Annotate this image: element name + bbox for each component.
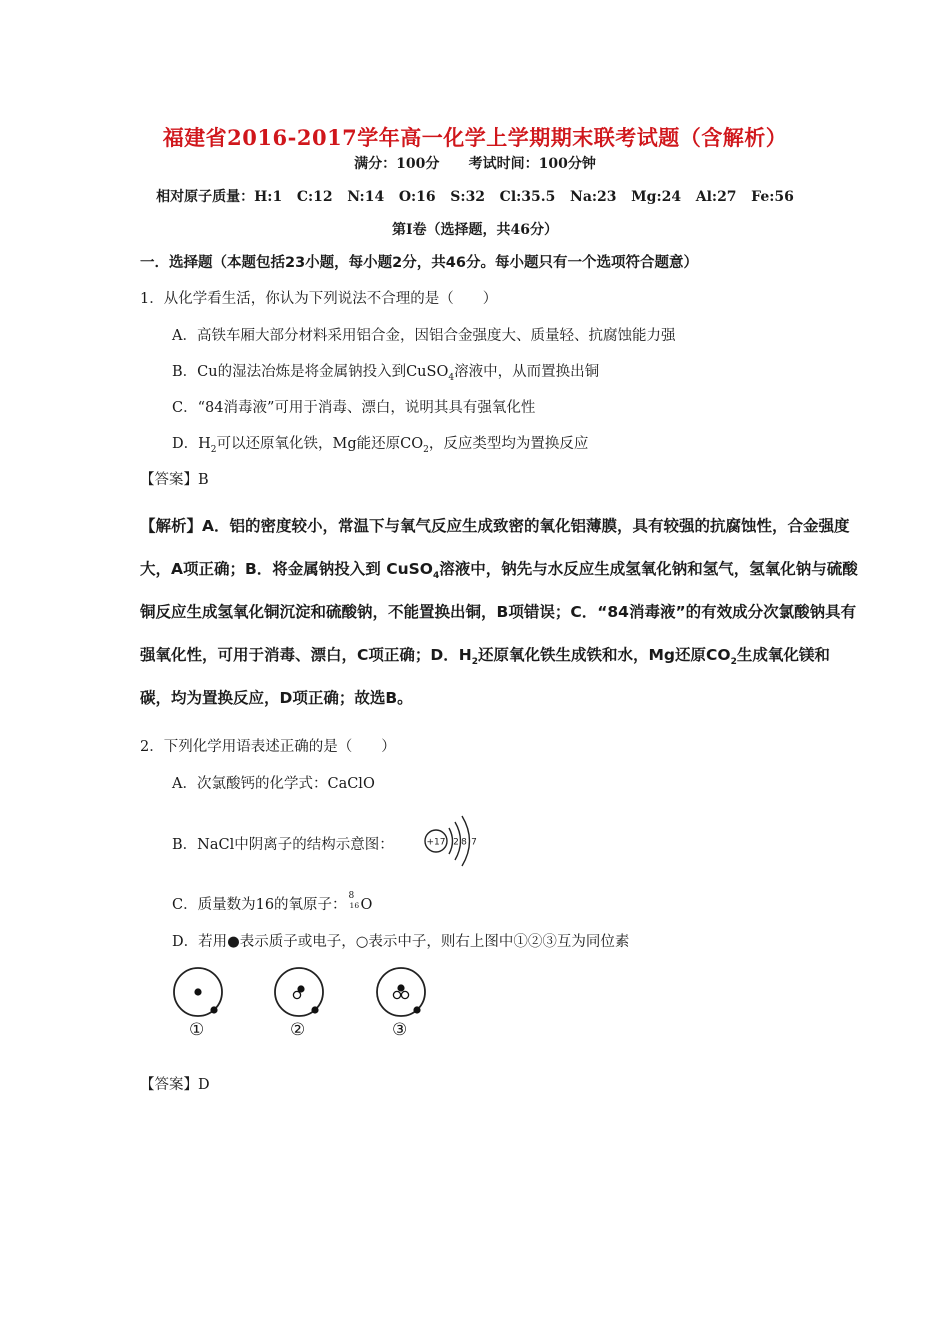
atom-3-neutron-2 bbox=[401, 991, 408, 998]
q1-analysis-l4-mid: 还原氧化铁生成铁和水，Mg还原CO bbox=[477, 646, 731, 664]
isotope-sub: 16 bbox=[349, 901, 360, 910]
electron-shell-1 bbox=[449, 828, 453, 854]
q1-analysis-l2-sub: 4 bbox=[432, 571, 440, 582]
atom-1-label: ① bbox=[189, 1020, 205, 1040]
q2-option-b: B．NaCl中阴离子的结构示意图： bbox=[172, 837, 394, 853]
shell-3-electrons: 7 bbox=[471, 837, 477, 848]
q1-analysis-line-1: 【解析】A．铝的密度较小，常温下与氧气反应生成致密的氧化铝薄膜，具有较强的抗腐蚀性，合金强度 bbox=[140, 517, 850, 535]
isotope-sup: 8 bbox=[348, 891, 355, 901]
q1-stem: 1．从化学看生活，你认为下列说法不合理的是（ ） bbox=[140, 291, 498, 307]
q1-analysis-line-4 bbox=[140, 643, 830, 667]
atom-2-neutron bbox=[293, 991, 300, 998]
q1-analysis-l4-pre: 强氧化性，可用于消毒、漂白，C项正确；D．H bbox=[140, 646, 472, 664]
atom-1-proton bbox=[194, 988, 201, 995]
q2-option-c bbox=[172, 893, 372, 914]
q1-answer: 【答案】B bbox=[140, 472, 209, 488]
atom-3-neutron-1 bbox=[393, 991, 400, 998]
atom-figure-3 bbox=[372, 964, 432, 1042]
page-title: 福建省2016-2017学年高一化学上学期期末联考试题（含解析） bbox=[162, 125, 788, 150]
nucleus-charge: +17 bbox=[426, 837, 446, 848]
q1-analysis-l4-post: 生成氧化镁和 bbox=[736, 646, 830, 664]
q2-stem: 2．下列化学用语表述正确的是（ ） bbox=[140, 739, 396, 755]
q1-option-b bbox=[172, 360, 599, 383]
q1-analysis-l2-post: 溶液中，钠先与水反应生成氢氧化钠和氢气，氢氧化钠与硫酸 bbox=[439, 560, 858, 578]
q1-option-b-pre: B．Cu的湿法冶炼是将金属钠投入到CuSO bbox=[172, 364, 449, 380]
q1-analysis-l2-pre: 大，A项正确；B．将金属钠投入到 CuSO bbox=[140, 560, 433, 578]
q1-analysis-line-3: 铜反应生成氢氧化铜沉淀和硫酸钠，不能置换出铜，B项错误；C．“84消毒液”的有效成分次氯酸钠具有 bbox=[140, 603, 857, 621]
atom-3-electron bbox=[413, 1006, 420, 1013]
score-time: 满分：100分 考试时间：100分钟 bbox=[354, 156, 596, 172]
shell-1-electrons: 2 bbox=[453, 837, 459, 848]
q1-option-a: A．高铁车厢大部分材料采用铝合金，因铝合金强度大、质量轻、抗腐蚀能力强 bbox=[172, 328, 676, 344]
q2-option-a: A．次氯酸钙的化学式：CaClO bbox=[172, 776, 375, 792]
atom-1-electron bbox=[210, 1006, 217, 1013]
q1-analysis-l4-sub1: 2 bbox=[471, 657, 478, 668]
section-heading: 一．选择题（本题包括23小题，每小题2分，共46分。每小题只有一个选项符合题意） bbox=[140, 255, 698, 271]
q1-option-b-post: 溶液中，从而置换出铜 bbox=[454, 364, 600, 380]
q1-option-d-pre: D．H bbox=[172, 436, 211, 452]
atom-2-label: ② bbox=[290, 1020, 306, 1040]
q2-answer: 【答案】D bbox=[140, 1077, 210, 1093]
q1-analysis-line-2 bbox=[140, 557, 858, 581]
q2-option-d: D．若用●表示质子或电子，○表示中子，则右上图中①②③互为同位素 bbox=[172, 934, 630, 950]
q1-option-d-mid: 可以还原氧化铁，Mg能还原CO bbox=[216, 436, 424, 452]
atom-3-label: ③ bbox=[392, 1020, 408, 1040]
atom-figure-1 bbox=[169, 964, 229, 1042]
volume-heading: 第Ⅰ卷（选择题，共46分） bbox=[391, 222, 559, 238]
q1-option-b-sub: 4 bbox=[448, 372, 455, 383]
isotope-notation bbox=[347, 891, 361, 910]
q1-option-d-sub1: 2 bbox=[210, 444, 217, 455]
atomic-mass: 相对原子质量：H:1 C:12 N:14 O:16 S:32 Cl:35.5 Na:23 Mg:24 Al:27 Fe:56 bbox=[156, 189, 794, 205]
q2-option-c-post: O bbox=[360, 897, 373, 913]
q1-option-d-post: ，反应类型均为置换反应 bbox=[428, 436, 589, 452]
q1-analysis-l4-sub2: 2 bbox=[730, 657, 737, 668]
atom-figure-2 bbox=[270, 964, 330, 1042]
shell-2-electrons: 8 bbox=[461, 837, 467, 848]
q2-option-c-pre: C．质量数为16的氧原子： bbox=[172, 897, 347, 913]
q1-option-d bbox=[172, 432, 588, 455]
q1-option-d-sub2: 2 bbox=[423, 444, 429, 455]
atom-3-proton bbox=[397, 984, 404, 991]
q1-option-c: C．“84消毒液”可用于消毒、漂白，说明其具有强氧化性 bbox=[172, 400, 536, 416]
q1-analysis-line-5: 碳，均为置换反应，D项正确；故选B。 bbox=[140, 689, 413, 707]
chloride-ion-structure-diagram bbox=[418, 808, 488, 874]
atom-2-electron bbox=[311, 1006, 318, 1013]
